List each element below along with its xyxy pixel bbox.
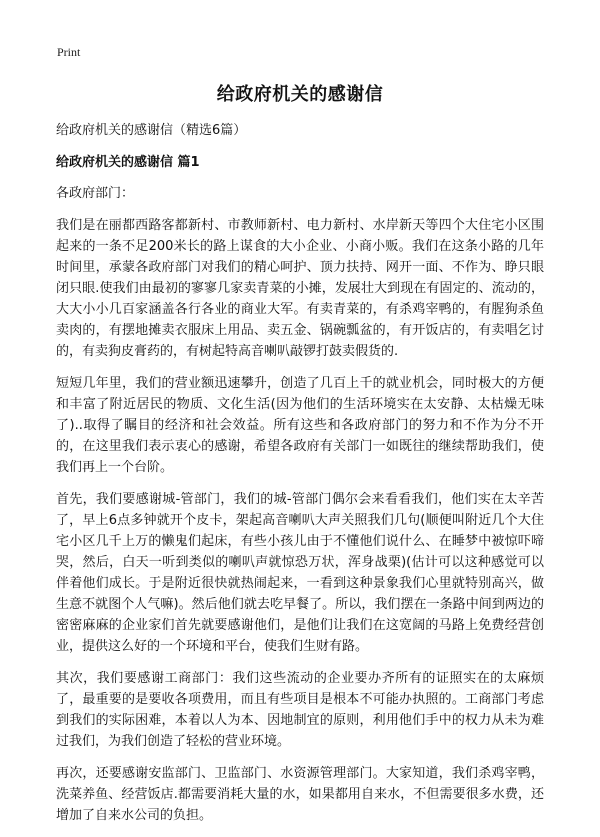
salutation: 各政府部门： (56, 186, 135, 201)
paragraph-3: 首先，我们要感谢城-管部门，我们的城-管部门偶尔会来看看我们，他们实在太辛苦了，早上6点多钟就开个皮卡，架起高音喇叭大声关照我们几句(顺便叫附近几个大住宅小区几千上万的懒鬼们起床，有些小孩儿由于不懂他们说什么、在睡梦中被惊吓啼哭，然后，白天一听到类似的喇叭声就惊恐万状，浑身战栗)(估计可以这种感觉可以伴着他们成长。于是附近很快就热闹起来，一看到这种景象我们心里就特别高兴，做生意不就图个人气嘛)。然后他们就去吃早餐了。所以，我们摆在一条路中间到两边的密密麻麻的企业家们首先就要感谢他们，是他们让我们在这宽阔的马路上免费经营创业，提供这么好的一个环境和平台，使我们生财有路。 (56, 492, 544, 654)
print-label[interactable]: Print (57, 45, 81, 59)
document-subtitle: 给政府机关的感谢信（精选6篇） (56, 123, 247, 138)
paragraph-1: 我们是在丽都西路客都新村、市教师新村、电力新村、水岸新天等四个大住宅小区围起来的一条不足200米长的路上谋食的大小企业、小商小贩。我们在这条小路的几年时间里，承蒙各政府部门对我们的精心呵护、顶力扶持、网开一面、不作为、睁只眼闭只眼.使我们由最初的寥寥几家卖青菜的小摊，发展壮大到现在有固定的、流动的，大大小小几百家涵盖各行各业的商业大军。有卖青菜的，有杀鸡宰鸭的，有腥狗杀鱼卖肉的，有摆地摊卖衣服床上用品、卖五金、锅碗瓢盆的，有开饭店的，有卖唱乞讨的，有卖狗皮膏药的，有树起特高音喇叭敲锣打鼓卖假货的. (56, 218, 544, 359)
paragraph-4: 其次，我们要感谢工商部门：我们这些流动的企业要办齐所有的证照实在的太麻烦了，最重要的是要收各项费用，而且有些项目是根本不可能办执照的。工商部门考虑到我们的实际困难，本着以人为本、因地制宜的原则，利用他们手中的权力从未为难过我们，为我们创造了轻松的营业环境。 (56, 671, 544, 749)
document-body (56, 120, 544, 837)
document-title: 给政府机关的感谢信 (216, 84, 384, 105)
paragraph-5: 再次，还要感谢安监部门、卫监部门、水资源管理部门。大家知道，我们杀鸡宰鸭，洗菜养鱼、经营饭店.都需要消耗大量的水，如果都用自来水，不但需要很多水费，还增加了自来水公司的负担。 (56, 766, 544, 823)
paragraph-2: 短短几年里，我们的营业额迅速攀升，创造了几百上千的就业机会，同时极大的方便和丰富了附近居民的物质、文化生活(因为他们的生活环境实在太安静、太枯燥无味了)..取得了瞩目的经济和社会效益。所有这些和各政府部门的努力和不作为分不开的，在这里我们表示衷心的感谢，希望各政府有关部门一如既往的继续帮助我们，使我们再上一个台阶。 (56, 376, 544, 475)
section-heading: 给政府机关的感谢信 篇1 (56, 155, 200, 170)
